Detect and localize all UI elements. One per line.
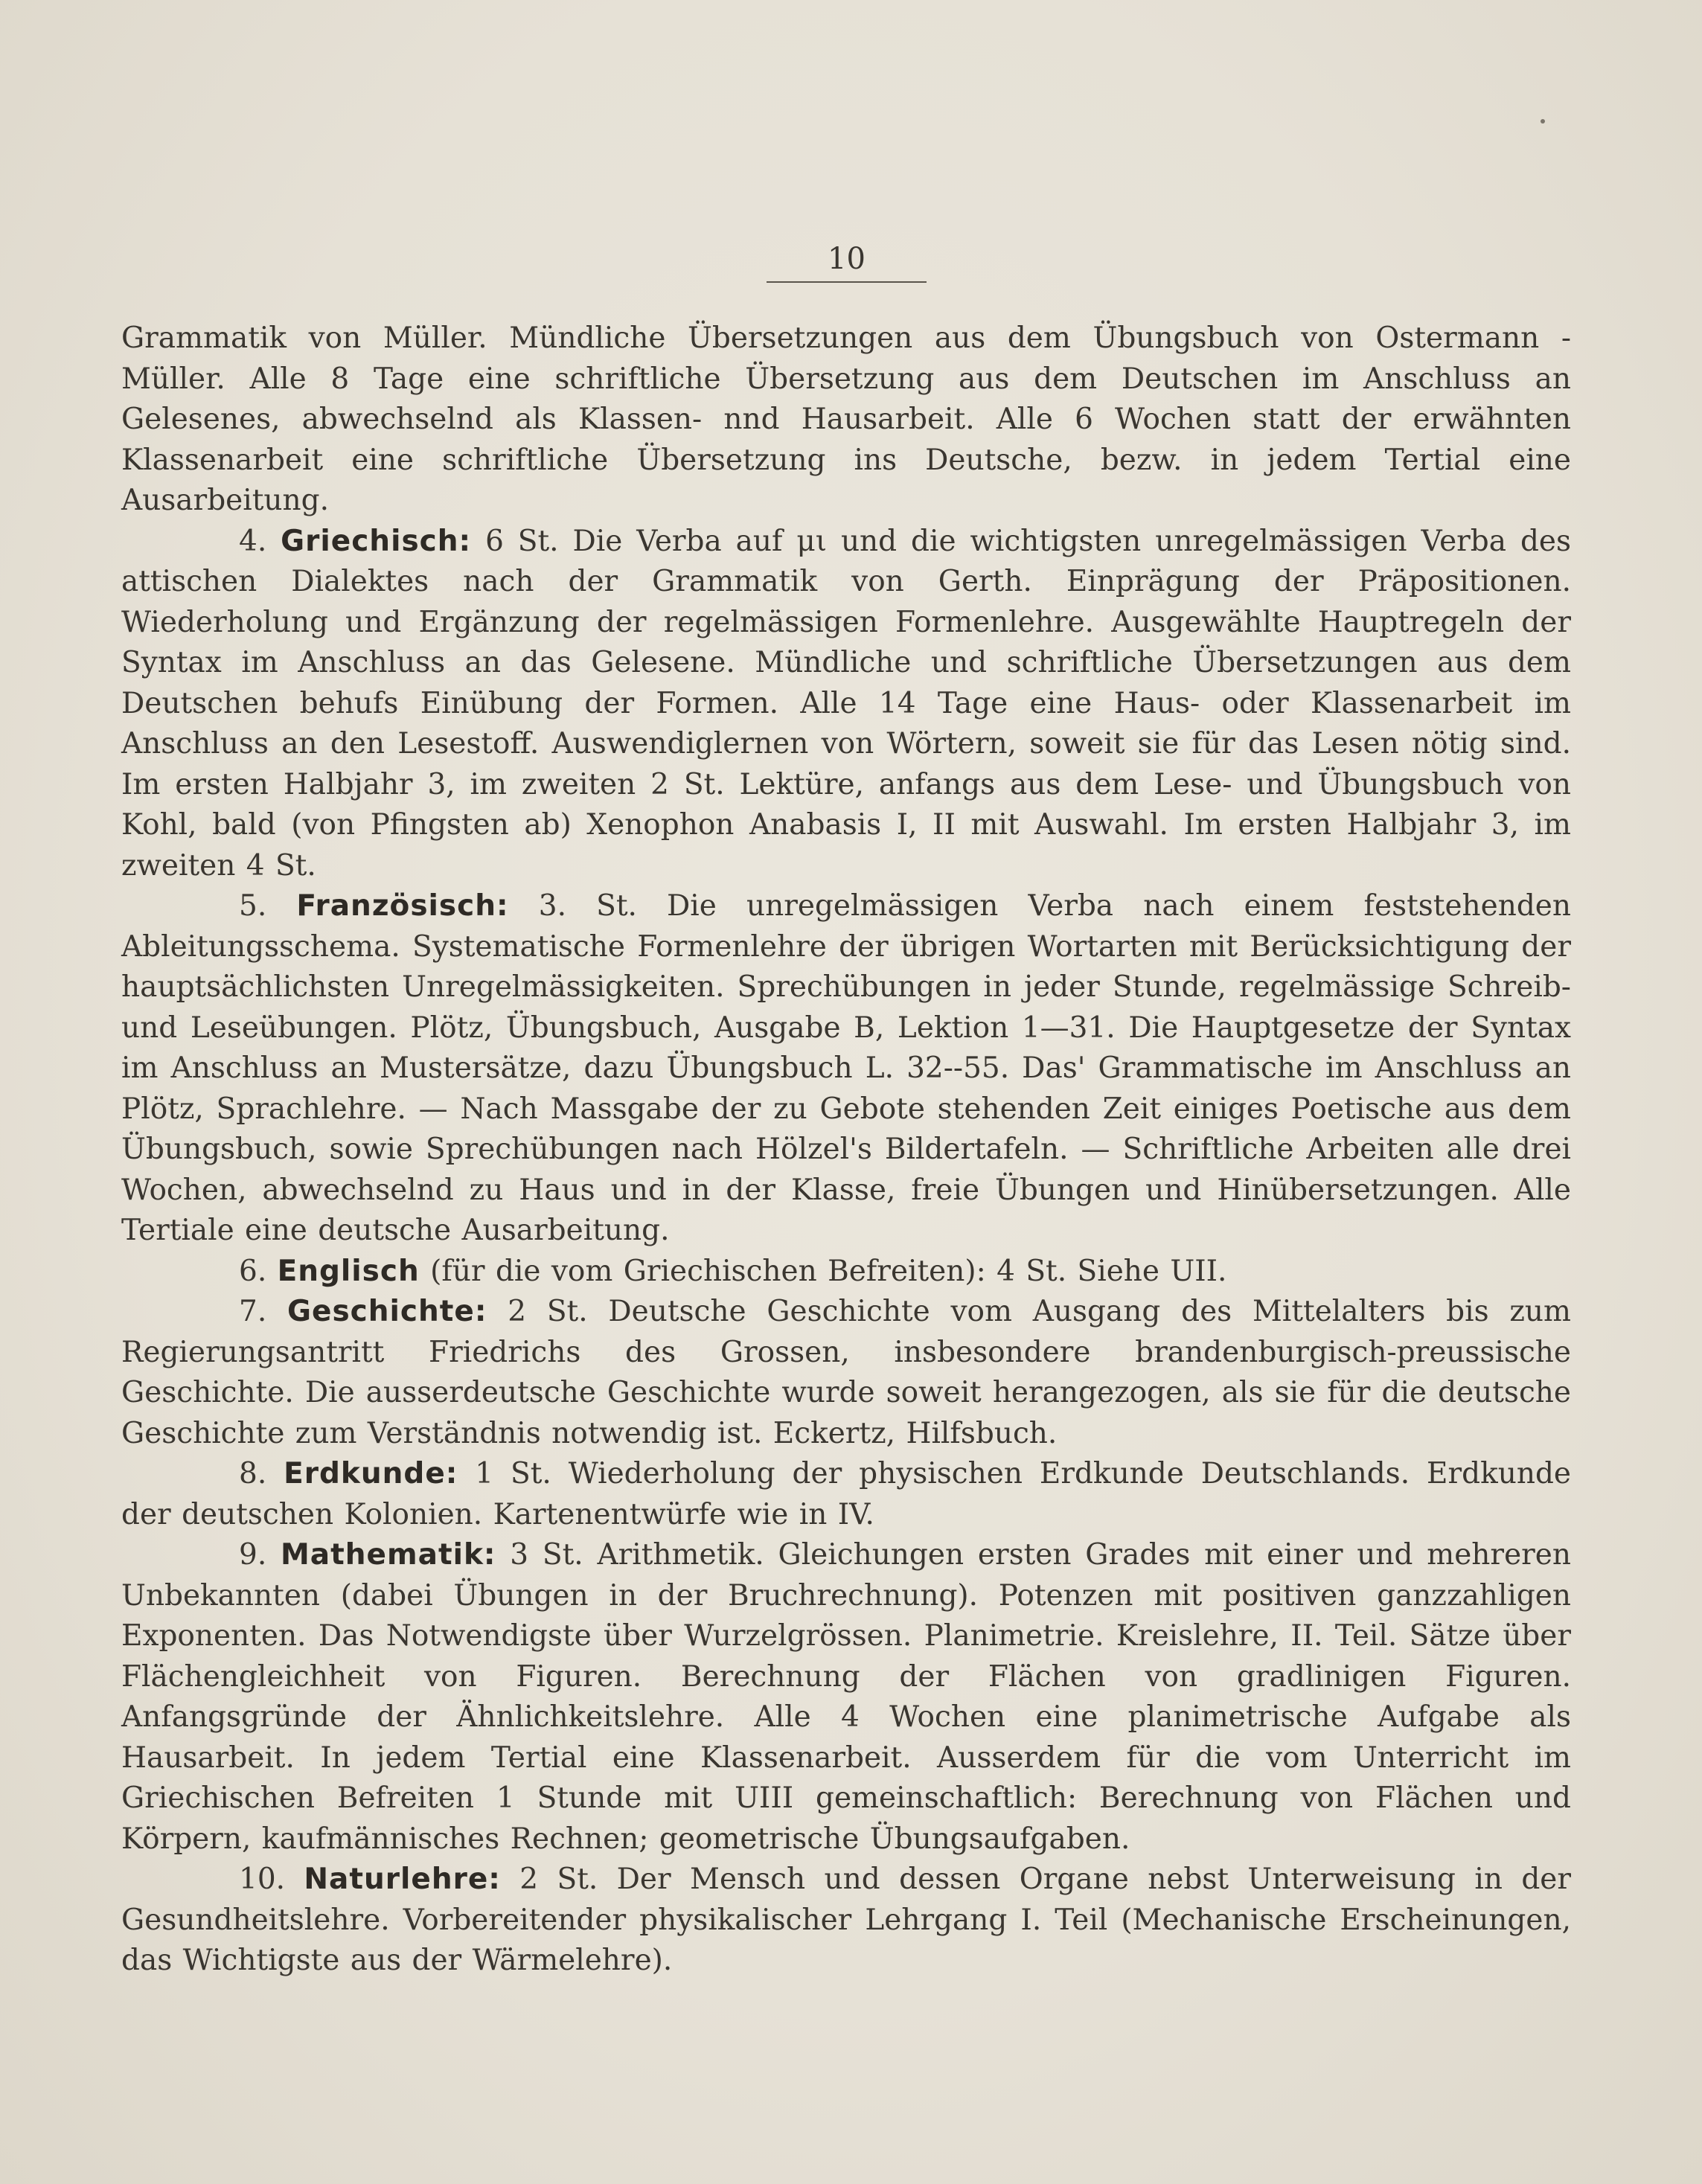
paragraph-text: 3 St. Arithmetik. Gleichungen ersten Grades mit einer und mehreren Unbekannten (dabei Übungen in der Bruchrechnung). Potenzen mit positiven ganzzahligen Exponenten. Das Notwendigste über Wurzelgrössen. Planimetrie. Kreislehre, II. Teil. Sätze über Flächengleichheit von Figuren. Berechnung der Flächen von gradlinigen Figuren. Anfangsgründe der Ähnlichkeitslehre. Alle 4 Wochen eine planimetrische Aufgabe als Hausarbeit. In jedem Tertial eine Klassenarbeit. Ausserdem für die vom Unterricht im Griechischen Befreiten 1 Stunde mit UIII gemeinschaftlich: Berechnung von Flächen und Körpern, kaufmännisches Rechnen; geometrische Übungsaufgaben. [121, 1538, 1571, 1856]
heading-colon: : [488, 1863, 501, 1896]
heading-colon: : [483, 1538, 496, 1572]
paragraph-franzoesisch [121, 886, 1571, 1252]
paragraph-text: 6 St. Die Verba auf μι und die wichtigsten unregelmässigen Verba des attischen Dialektes nach der Grammatik von Gerth. Einprägung der Präpositionen. Wiederholung und Ergänzung der regelmässigen Formenlehre. Ausgewählte Hauptregeln der Syntax im Anschluss an das Gelesene. Mündliche und schriftliche Übersetzungen aus dem Deutschen behufs Einübung der Formen. Alle 14 Tage eine Haus- oder Klassenarbeit im Anschluss an den Lesestoff. Auswendiglernen von Wörtern, soweit sie für das Lesen nötig sind. Im ersten Halbjahr 3, im zweiten 2 St. Lektüre, anfangs aus dem Lese- und Übungsbuch von Kohl, bald (von Pfingsten ab) Xenophon Anabasis I, II mit Auswahl. Im ersten Halbjahr 3, im zweiten 4 St. [121, 524, 1571, 883]
page-number-rule [767, 281, 927, 283]
heading-colon: : [458, 524, 472, 558]
section-heading: Griechisch [281, 524, 459, 558]
paragraph-text: 1 St. Wiederholung der physischen Erdkunde Deutschlands. Erdkunde der deutschen Kolonien. Kartenentwürfe wie in IV. [121, 1457, 1572, 1531]
heading-colon: : [496, 889, 509, 923]
paragraph-text: 2 St. Deutsche Geschichte vom Ausgang des Mittelalters bis zum Regierungsantritt Friedrichs des Grossen, insbesondere brandenburgisch-preussische Geschichte. Die ausserdeutsche Geschichte wurde soweit herangezogen, als sie für die deutsche Geschichte zum Verständnis notwendig ist. Eckertz, Hilfsbuch. [121, 1295, 1572, 1450]
page-number: 10 [828, 242, 866, 276]
paragraph-latin-continuation [121, 318, 1571, 522]
body-text [121, 318, 1571, 1982]
paragraph-geschichte [121, 1292, 1571, 1454]
paragraph-englisch [121, 1252, 1571, 1293]
section-heading: Erdkunde [284, 1457, 446, 1490]
paragraph-mathematik [121, 1535, 1571, 1860]
section-heading: Englisch [277, 1254, 420, 1288]
paragraph-text: (für die vom Griechischen Befreiten): 4 St. Siehe UII. [419, 1254, 1227, 1288]
heading-colon: : [474, 1295, 487, 1328]
paragraph-text: 2 St. Der Mensch und dessen Organe nebst Unterweisung in der Gesundheitslehre. Vorbereitender physikalischer Lehrgang I. Teil (Mechanische Erscheinungen, das Wichtigste aus der Wärmelehre). [121, 1863, 1572, 1977]
heading-colon: : [445, 1457, 458, 1490]
section-number: 7. [239, 1295, 287, 1328]
paragraph-text: Grammatik von Müller. Mündliche Übersetzungen aus dem Übungsbuch von Ostermann - Müller. Alle 8 Tage eine schriftliche Übersetzung aus dem Deutschen im Anschluss an Gelesenes, abwechselnd als Klassen- nnd Hausarbeit. Alle 6 Wochen statt der erwähnten Klassenarbeit eine schriftliche Übersetzung ins Deutsche, bezw. in jedem Tertial eine Ausarbeitung. [121, 321, 1571, 517]
section-number: 4. [239, 524, 281, 558]
section-heading: Geschichte [287, 1295, 475, 1328]
section-number: 10. [239, 1863, 304, 1896]
section-heading: Mathematik [281, 1538, 484, 1572]
section-number: 6. [239, 1254, 278, 1288]
scan-speck [1541, 119, 1545, 124]
paragraph-erdkunde [121, 1454, 1571, 1535]
section-number: 5. [239, 889, 297, 923]
paragraph-griechisch [121, 522, 1571, 887]
paragraph-text: 3. St. Die unregelmässigen Verba nach einem feststehenden Ableitungsschema. Systematische Formenlehre der übrigen Wortarten mit Berücksichtigung der hauptsächlichsten Unregelmässigkeiten. Sprechübungen in jeder Stunde, regelmässige Schreib- und Leseübungen. Plötz, Übungsbuch, Ausgabe B, Lektion 1—31. Die Hauptgesetze der Syntax im Anschluss an Mustersätze, dazu Übungsbuch L. 32--55. Das' Grammatische im Anschluss an Plötz, Sprachlehre. — Nach Massgabe der zu Gebote stehenden Zeit einiges Poetische aus dem Übungsbuch, sowie Sprechübungen nach Hölzel's Bildertafeln. — Schriftliche Arbeiten alle drei Wochen, abwechselnd zu Haus und in der Klasse, freie Übungen und Hinübersetzungen. Alle Tertiale eine deutsche Ausarbeitung. [121, 889, 1571, 1247]
section-heading: Französisch [296, 889, 496, 923]
section-heading: Naturlehre [304, 1863, 489, 1896]
section-number: 9. [239, 1538, 281, 1572]
section-number: 8. [239, 1457, 284, 1490]
paragraph-naturlehre [121, 1860, 1571, 1982]
